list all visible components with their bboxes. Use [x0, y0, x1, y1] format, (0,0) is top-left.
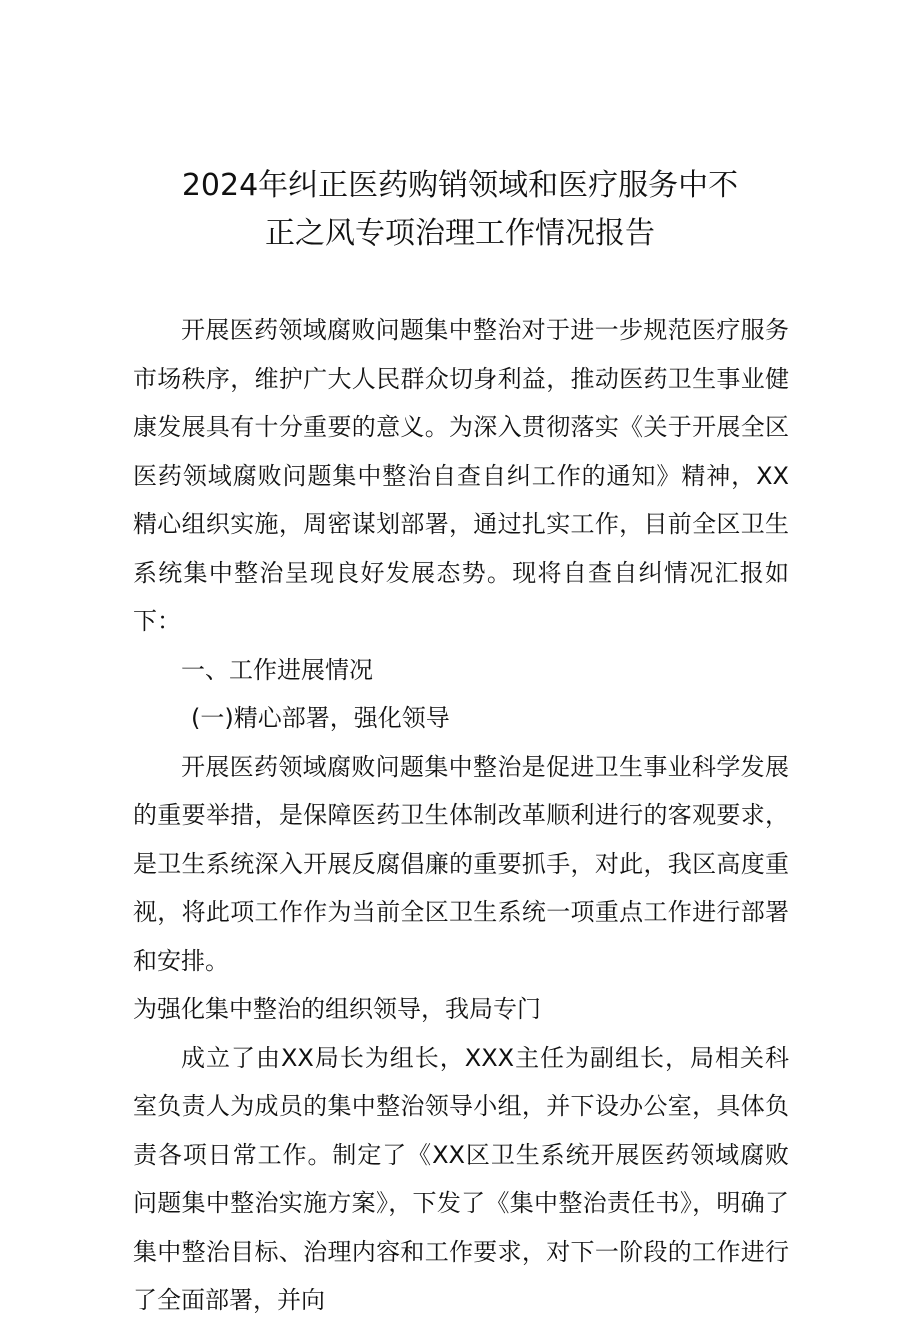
paragraph-intro: 开展医药领域腐败问题集中整治对于进一步规范医疗服务市场秩序，维护广大人民群众切身利益，推动医药卫生事业健康发展具有十分重要的意义。为深入贯彻落实《关于开展全区医药领域腐败问题集中整治自查自纠工作的通知》精神，XX精心组织实施，周密谋划部署，通过扎实工作，目前全区卫生系统集中整治呈现良好发展态势。现将自查自纠情况汇报如下：: [133, 316, 789, 635]
paragraph-body-tail: 为强化集中整治的组织领导，我局专门: [133, 995, 541, 1023]
section-heading: 一、工作进展情况: [181, 655, 373, 684]
document-body: [133, 306, 789, 1325]
paragraph-body: 开展医药领域腐败问题集中整治是促进卫生事业科学发展的重要举措，是保障医药卫生体制改革顺利进行的客观要求，是卫生系统深入开展反腐倡廉的重要抓手，对此，我区高度重视，将此项工作作为当前全区卫生系统一项重点工作进行部署和安排。: [133, 752, 789, 975]
document-title: [120, 162, 800, 258]
paragraph-body: 成立了由XX局长为组长，XXX主任为副组长，局相关科室负责人为成员的集中整治领导小组，并下设办公室，具体负责各项日常工作。制定了《XX区卫生系统开展医药领域腐败问题集中整治实施方案》，下发了《集中整治责任书》，明确了集中整治目标、治理内容和工作要求，对下一阶段的工作进行了全面部署，并向: [133, 1043, 789, 1314]
title-line-2: 正之风专项治理工作情况报告: [265, 216, 655, 251]
subsection-heading: (一)精心部署，强化领导: [191, 704, 450, 732]
title-line-1: 2024年纠正医药购销领域和医疗服务中不: [181, 168, 739, 203]
